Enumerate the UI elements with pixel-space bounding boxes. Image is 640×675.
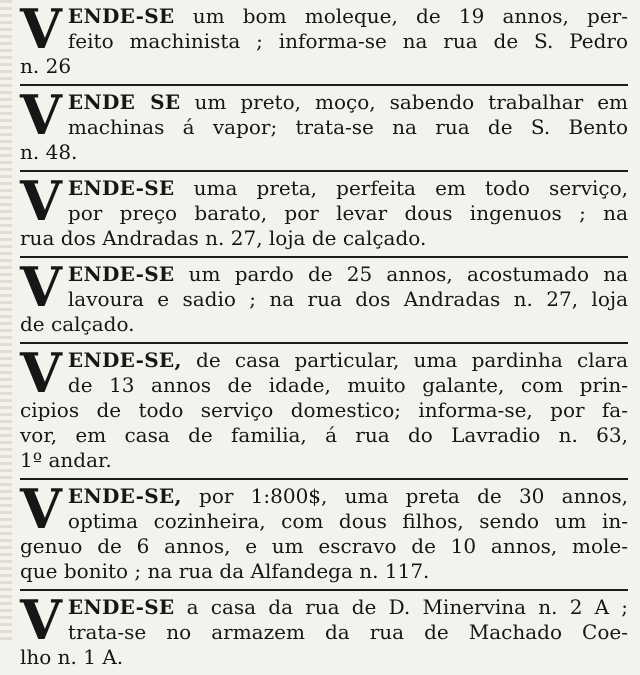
ad-line: cipios de todo serviço domestico; informa-se, por fa- bbox=[20, 398, 628, 422]
classified-ad bbox=[20, 589, 628, 675]
ad-line: 1º andar. bbox=[20, 448, 112, 472]
ad-line: ENDE-SE uma preta, perfeita em todo serviço, bbox=[67, 176, 629, 200]
ad-line: ENDE-SE um bom moleque, de 19 annos, per- bbox=[67, 4, 629, 28]
drop-cap: V bbox=[20, 588, 62, 652]
classified-ad bbox=[20, 170, 628, 256]
ad-line: rua dos Andradas n. 27, loja de calçado. bbox=[20, 226, 427, 250]
drop-cap: V bbox=[20, 255, 62, 319]
classified-ad bbox=[20, 84, 628, 170]
ad-line: de calçado. bbox=[20, 312, 135, 336]
ad-lead: ENDE-SE bbox=[67, 4, 175, 28]
ad-lead: ENDE SE bbox=[67, 90, 181, 114]
ad-line: optima cozinheira, com dous filhos, sendo um in- bbox=[67, 509, 628, 533]
ad-line: que bonito ; na rua da Alfandega n. 117. bbox=[20, 559, 430, 583]
ad-line: ENDE-SE um pardo de 25 annos, acostumado na bbox=[67, 262, 629, 286]
drop-cap: V bbox=[20, 0, 62, 61]
ad-line: ENDE SE um preto, moço, sabendo trabalhar em bbox=[67, 90, 629, 114]
ad-line: feito machinista ; informa-se na rua de S. Pedro bbox=[67, 29, 628, 53]
ad-line: ENDE-SE, por 1:800$, uma preta de 30 annos, bbox=[67, 484, 629, 508]
ad-line: trata-se no armazem da rua de Machado Coe- bbox=[67, 620, 628, 644]
drop-cap: V bbox=[20, 341, 62, 405]
ad-line: n. 26 bbox=[20, 54, 72, 78]
ad-line: por preço barato, por levar dous ingenuos ; na bbox=[67, 201, 628, 225]
classified-ad bbox=[20, 0, 628, 84]
ad-line: lho n. 1 A. bbox=[20, 645, 124, 669]
ad-lead: ENDE-SE, bbox=[67, 484, 182, 508]
ad-line: vor, em casa de familia, á rua do Lavradio n. 63, bbox=[20, 423, 628, 447]
ad-line: n. 48. bbox=[20, 140, 78, 164]
classified-ad bbox=[20, 342, 628, 478]
drop-cap: V bbox=[20, 169, 62, 233]
ad-line: lavoura e sadio ; na rua dos Andradas n. 27, loja bbox=[67, 287, 628, 311]
classified-ad bbox=[20, 478, 628, 589]
ad-lead: ENDE-SE bbox=[67, 595, 175, 619]
ad-line: genuo de 6 annos, e um escravo de 10 annos, mole- bbox=[20, 534, 628, 558]
drop-cap: V bbox=[20, 477, 62, 541]
ad-line: de 13 annos de idade, muito galante, com prin- bbox=[67, 373, 628, 397]
classified-ad bbox=[20, 256, 628, 342]
ad-lead: ENDE-SE bbox=[67, 262, 175, 286]
ad-lead: ENDE-SE bbox=[67, 176, 175, 200]
ad-line: ENDE-SE, de casa particular, uma pardinha clara bbox=[67, 348, 629, 372]
ad-line: ENDE-SE a casa da rua de D. Minervina n. 2 A ; bbox=[67, 595, 628, 619]
ad-line: machinas á vapor; trata-se na rua de S. Bento bbox=[67, 115, 628, 139]
ad-lead: ENDE-SE, bbox=[67, 348, 182, 372]
drop-cap: V bbox=[20, 83, 62, 147]
